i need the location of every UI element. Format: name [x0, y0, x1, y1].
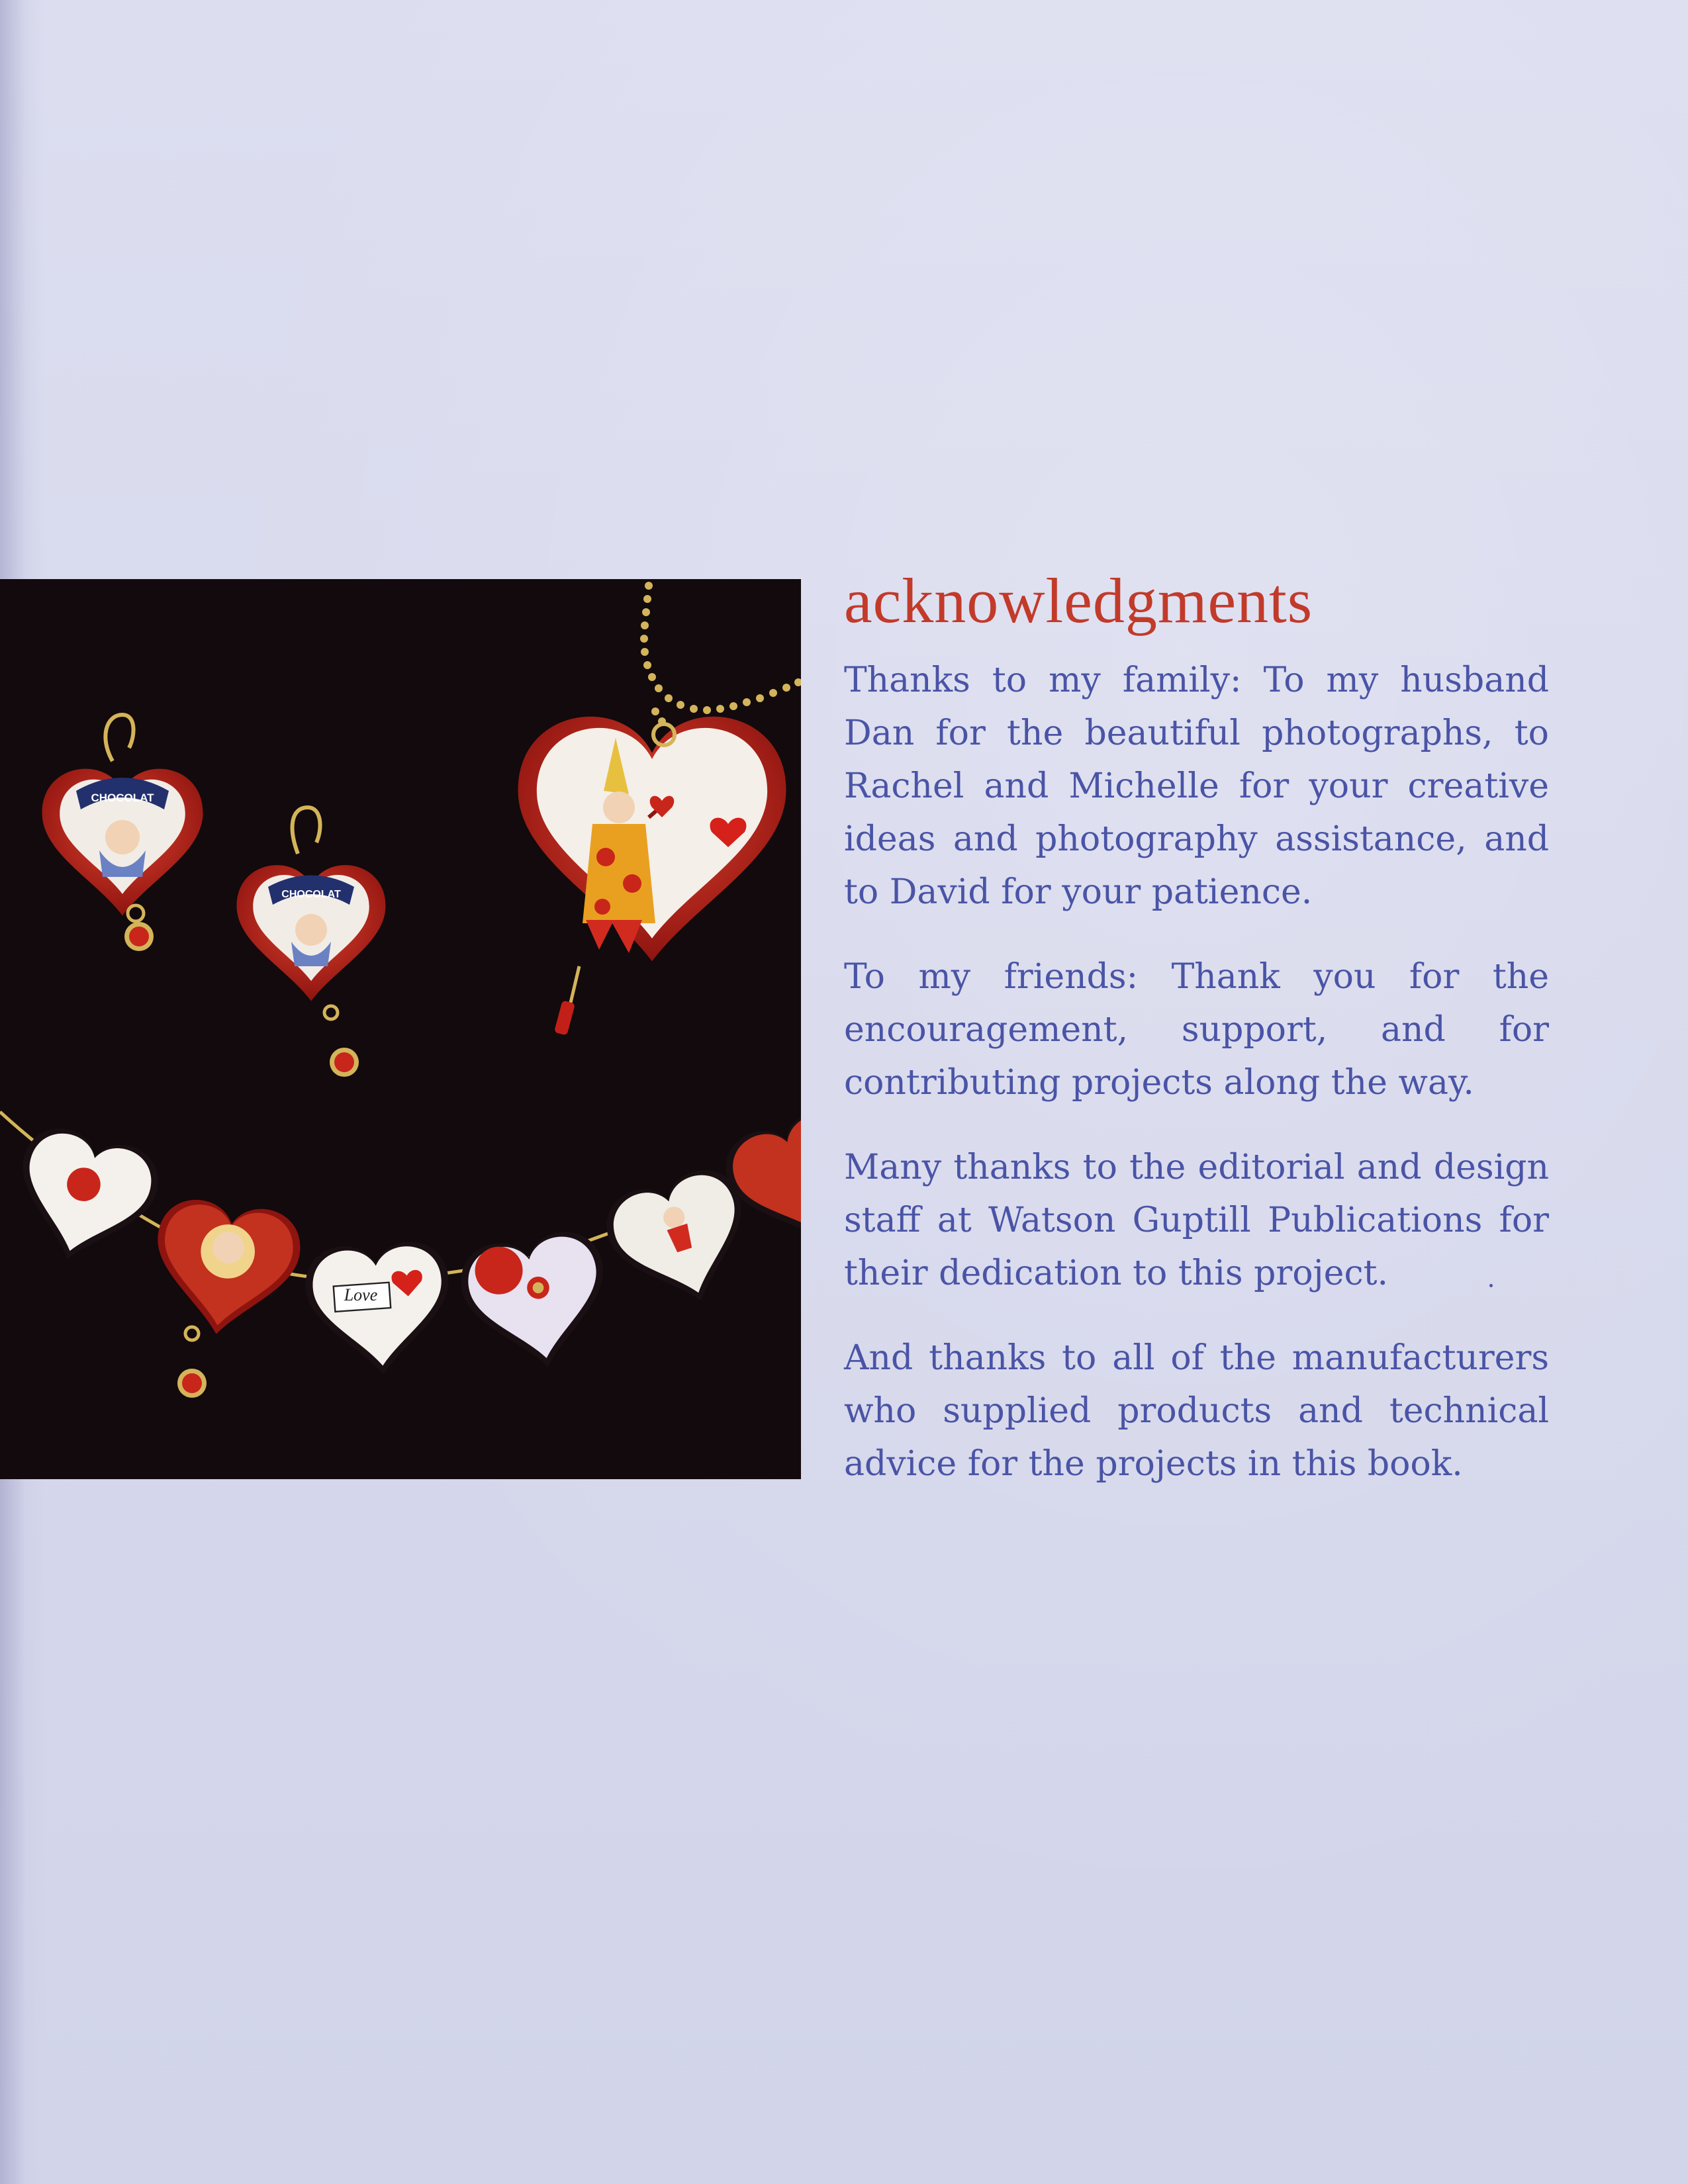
- print-speck: [1489, 1284, 1493, 1287]
- page-title: acknowledgments: [844, 565, 1313, 636]
- paragraph-family: Thanks to my family: To my husband Dan for the beautiful photographs, to Rachel and Michelle for your creative ideas and photography assistance, and to David for your patience.: [844, 660, 1549, 912]
- paragraph-publisher: Many thanks to the editorial and design staff at Watson Guptill Publications for their dedication to this project.: [844, 1148, 1549, 1293]
- paragraph-manufacturers: And thanks to all of the manufacturers who supplied products and technical advice for the projects in this book.: [844, 1338, 1549, 1484]
- earring-right: [237, 807, 386, 1077]
- earring-left: [42, 715, 203, 951]
- love-charm-label: Love: [344, 1285, 378, 1304]
- ball-chain: [640, 582, 801, 725]
- jewelry-photo: [0, 579, 801, 1479]
- jewelry-illustration: [0, 579, 801, 1479]
- earring-left-label: CHOCOLAT: [91, 792, 154, 804]
- earring-right-label: CHOCOLAT: [281, 889, 341, 900]
- heart-pendant: [518, 717, 786, 962]
- paragraph-friends: To my friends: Thank you for the encouragement, support, and for contributing projects along the way.: [844, 957, 1549, 1103]
- pendant-dangle: [554, 966, 579, 1036]
- heart-bracelet: [0, 1099, 801, 1398]
- acknowledgments-column: [844, 561, 1549, 1522]
